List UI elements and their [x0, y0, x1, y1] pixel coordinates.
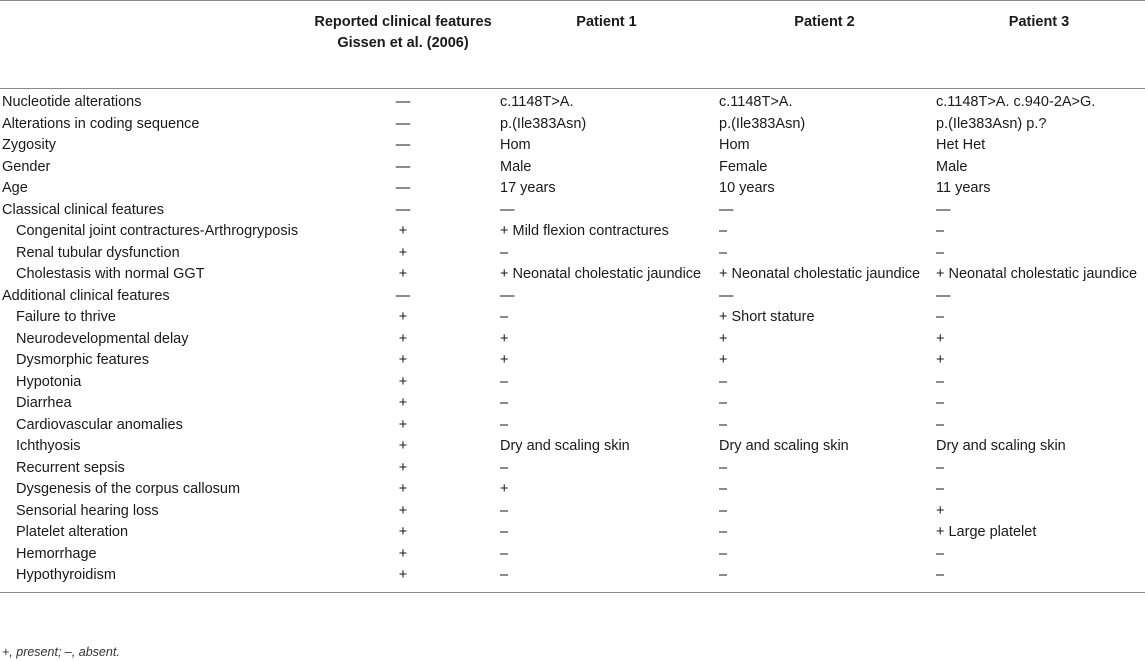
- table-row: [0, 350, 1145, 372]
- header-row: [0, 1, 1145, 89]
- table-row: [0, 135, 1145, 157]
- patient-3-cell: Dry and scaling skin: [936, 438, 1066, 454]
- patient-3-cell: –: [936, 459, 945, 476]
- reported-cell: —: [395, 201, 411, 218]
- table-row: [0, 89, 1145, 114]
- patient-3-cell: c.1148T>A. c.940-2A>G.: [936, 94, 1096, 110]
- feature-cell: Failure to thrive: [16, 309, 116, 325]
- patient-1-cell: c.1148T>A.: [500, 94, 574, 110]
- table-row: [0, 178, 1145, 200]
- reported-cell: +: [398, 395, 408, 411]
- patient-2-cell: 10 years: [719, 180, 775, 196]
- patient-3-cell: –: [936, 223, 945, 239]
- table-row: [0, 307, 1145, 329]
- table-row: [0, 286, 1145, 308]
- patient-3-cell: +: [936, 502, 945, 519]
- patient-3-cell: p.(Ile383Asn) p.?: [936, 115, 1047, 132]
- patient-3-cell: –: [936, 244, 945, 261]
- table-row: [0, 114, 1145, 136]
- table-row: [0, 200, 1145, 222]
- table-row: [0, 458, 1145, 480]
- patient-2-cell: + Short stature: [719, 309, 815, 325]
- table-row: [0, 522, 1145, 544]
- reported-cell: —: [395, 287, 411, 304]
- table-row: [0, 565, 1145, 592]
- patient-2-cell: –: [719, 416, 728, 433]
- table-row: [0, 501, 1145, 523]
- patient-3-cell: Het Het: [936, 137, 986, 153]
- patient-3-cell: + Neonatal cholestatic jaundice: [936, 266, 1138, 282]
- patient-3-cell: –: [936, 416, 945, 433]
- table-row: [0, 157, 1145, 179]
- patient-2-cell: –: [719, 502, 728, 519]
- reported-cell: +: [398, 502, 408, 519]
- patient-1-cell: –: [500, 524, 509, 540]
- patient-1-cell: + Mild flexion contractures: [500, 223, 669, 239]
- reported-cell: —: [395, 137, 411, 153]
- reported-cell: +: [398, 266, 408, 282]
- feature-cell: Congenital joint contractures-Arthrogryposis: [16, 223, 299, 239]
- table-row: [0, 393, 1145, 415]
- patient-3-cell: Male: [936, 158, 968, 175]
- reported-cell: +: [398, 545, 408, 562]
- patient-1-cell: –: [500, 244, 509, 261]
- patient-3-cell: –: [936, 373, 945, 390]
- table-row: [0, 479, 1145, 501]
- table-row: [0, 243, 1145, 265]
- patient-2-cell: Dry and scaling skin: [719, 438, 849, 454]
- reported-cell: +: [398, 330, 408, 347]
- patient-1-cell: –: [500, 309, 509, 325]
- patient-2-cell: Female: [719, 158, 768, 175]
- feature-cell: Hypothyroidism: [0, 565, 309, 592]
- patient-2-cell: p.(Ile383Asn): [719, 115, 806, 132]
- feature-cell: Dysgenesis of the corpus callosum: [16, 481, 241, 497]
- patient-3-cell: –: [933, 565, 1145, 592]
- feature-cell: Cardiovascular anomalies: [16, 416, 183, 433]
- patient-2-cell: –: [719, 545, 728, 562]
- feature-cell: Dysmorphic features: [16, 352, 149, 368]
- table-row: [0, 329, 1145, 351]
- patient-1-cell: 17 years: [500, 180, 556, 196]
- patient-3-cell: –: [936, 395, 945, 411]
- patient-2-cell: –: [719, 481, 728, 497]
- patient-1-cell: Dry and scaling skin: [500, 438, 630, 454]
- table-row: [0, 221, 1145, 243]
- header-patient-3: Patient 3: [933, 1, 1145, 89]
- reported-cell: —: [395, 115, 411, 132]
- reported-cell: —: [395, 180, 411, 196]
- reported-cell: +: [398, 309, 408, 325]
- patient-1-cell: Male: [500, 158, 532, 175]
- patient-3-cell: 11 years: [936, 180, 991, 196]
- patient-1-cell: + Neonatal cholestatic jaundice: [500, 266, 702, 282]
- feature-cell: Zygosity: [2, 137, 56, 153]
- feature-cell: Renal tubular dysfunction: [16, 244, 180, 261]
- patient-3-cell: –: [936, 309, 945, 325]
- table-row: [0, 415, 1145, 437]
- header-patient-1: Patient 1: [497, 1, 716, 89]
- reported-cell: +: [398, 524, 408, 540]
- feature-cell: Sensorial hearing loss: [16, 502, 159, 519]
- reported-cell: +: [398, 373, 408, 390]
- table-row: [0, 264, 1145, 286]
- patient-2-cell: –: [719, 395, 728, 411]
- table-row: [0, 436, 1145, 458]
- table-footnote: +, present; –, absent.: [2, 645, 120, 659]
- patient-1-cell: –: [497, 565, 716, 592]
- patient-3-cell: –: [936, 481, 945, 497]
- reported-cell: +: [398, 352, 408, 368]
- patient-2-cell: —: [719, 287, 734, 304]
- patient-1-cell: —: [500, 201, 515, 218]
- feature-cell: Platelet alteration: [16, 524, 129, 540]
- patient-3-cell: —: [936, 287, 951, 304]
- patient-1-cell: –: [500, 502, 509, 519]
- reported-cell: +: [398, 459, 408, 476]
- reported-cell: +: [398, 481, 408, 497]
- patient-3-cell: +: [936, 330, 945, 347]
- feature-cell: Ichthyosis: [16, 438, 81, 454]
- patient-2-cell: –: [719, 524, 728, 540]
- patient-1-cell: +: [500, 481, 509, 497]
- patient-1-cell: –: [500, 416, 509, 433]
- feature-cell: Alterations in coding sequence: [2, 115, 200, 132]
- header-feature: [0, 1, 309, 89]
- patient-3-cell: —: [936, 201, 951, 218]
- patient-1-cell: –: [500, 545, 509, 562]
- patient-1-cell: –: [500, 459, 509, 476]
- reported-cell: +: [309, 565, 497, 592]
- patient-2-cell: c.1148T>A.: [719, 94, 793, 110]
- patient-2-cell: + Neonatal cholestatic jaundice: [719, 266, 921, 282]
- patient-2-cell: –: [719, 223, 728, 239]
- table-body: [0, 89, 1145, 593]
- feature-cell: Age: [2, 180, 28, 196]
- patient-2-cell: –: [716, 565, 933, 592]
- patient-1-cell: –: [500, 373, 509, 390]
- header-patient-2: Patient 2: [716, 1, 933, 89]
- patient-3-cell: –: [936, 545, 945, 562]
- feature-cell: Diarrhea: [16, 395, 72, 411]
- feature-cell: Classical clinical features: [2, 201, 164, 218]
- feature-cell: Neurodevelopmental delay: [16, 330, 189, 347]
- patient-1-cell: Hom: [500, 137, 531, 153]
- reported-cell: +: [398, 244, 408, 261]
- patient-2-cell: –: [719, 244, 728, 261]
- feature-cell: Hypotonia: [16, 373, 82, 390]
- feature-cell: Nucleotide alterations: [2, 94, 142, 110]
- feature-cell: Gender: [2, 158, 51, 175]
- patient-2-cell: +: [719, 352, 728, 368]
- table-row: [0, 372, 1145, 394]
- patient-1-cell: —: [500, 287, 515, 304]
- patient-2-cell: —: [719, 201, 734, 218]
- patient-2-cell: –: [719, 459, 728, 476]
- patient-3-cell: +: [936, 352, 945, 368]
- patient-1-cell: +: [500, 352, 509, 368]
- feature-cell: Hemorrhage: [16, 545, 97, 562]
- reported-cell: +: [398, 438, 408, 454]
- patient-1-cell: +: [500, 330, 509, 347]
- table-row: [0, 544, 1145, 566]
- header-reported-features: Reported clinical features Gissen et al. (2006): [309, 1, 497, 89]
- patient-3-cell: + Large platelet: [936, 524, 1037, 540]
- patient-2-cell: –: [719, 373, 728, 390]
- patient-1-cell: –: [500, 395, 509, 411]
- reported-cell: —: [395, 158, 411, 175]
- patient-1-cell: p.(Ile383Asn): [500, 115, 587, 132]
- reported-cell: +: [398, 223, 408, 239]
- reported-cell: +: [398, 416, 408, 433]
- reported-cell: —: [395, 94, 411, 110]
- feature-cell: Additional clinical features: [2, 287, 170, 304]
- patient-2-cell: Hom: [719, 137, 750, 153]
- feature-cell: Cholestasis with normal GGT: [16, 266, 205, 282]
- patient-2-cell: +: [719, 330, 728, 347]
- feature-cell: Recurrent sepsis: [16, 459, 125, 476]
